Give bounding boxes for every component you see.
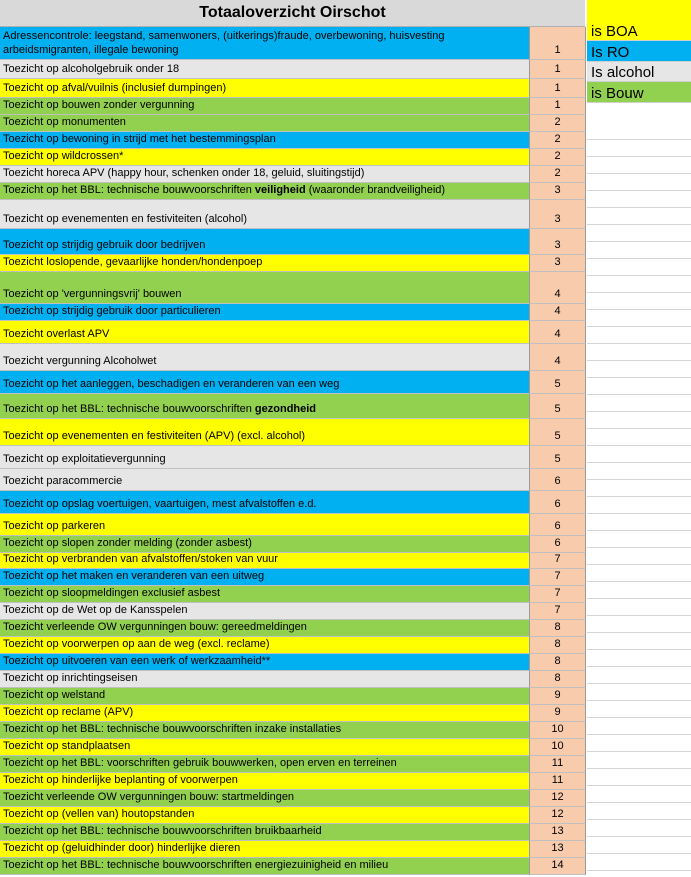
table-row <box>0 569 586 586</box>
row-description <box>0 705 530 722</box>
row-text: Toezicht op reclame (APV) <box>3 706 134 718</box>
priority-cell: 2 <box>530 166 586 183</box>
row-description <box>0 688 530 705</box>
row-text: Toezicht op parkeren <box>3 520 106 532</box>
row-text: Toezicht op inrichtingseisen <box>3 672 138 684</box>
row-text: Toezicht op alcoholgebruik onder 18 <box>3 63 180 75</box>
row-description <box>0 491 530 514</box>
table-row <box>0 841 586 858</box>
priority-cell: 13 <box>530 841 586 858</box>
row-description <box>0 272 530 304</box>
table-row <box>0 255 586 272</box>
priority-cell: 1 <box>530 79 586 98</box>
row-text: Toezicht op verbranden van afvalstoffen/stoken van vuur <box>3 553 278 565</box>
priority-cell: 9 <box>530 688 586 705</box>
priority-cell: 11 <box>530 756 586 773</box>
row-text: Toezicht op opslag voertuigen, vaartuigen, mest afvalstoffen e.d. <box>3 498 317 510</box>
row-description <box>0 637 530 654</box>
table-row <box>0 553 586 569</box>
table-row <box>0 98 586 115</box>
row-description <box>0 790 530 807</box>
row-description <box>0 60 530 79</box>
table-row <box>0 790 586 807</box>
priority-cell: 3 <box>530 229 586 255</box>
priority-cell: 5 <box>530 394 586 419</box>
priority-cell: 5 <box>530 419 586 446</box>
row-text: Toezicht op het BBL: voorschriften gebruik bouwwerken, open erven en terreinen <box>3 757 397 769</box>
row-text: Toezicht op monumenten <box>3 116 126 128</box>
priority-cell: 13 <box>530 824 586 841</box>
row-description <box>0 304 530 321</box>
row-text: Toezicht loslopende, gevaarlijke honden/hondenpoep <box>3 256 263 268</box>
row-description <box>0 27 530 60</box>
row-description <box>0 586 530 603</box>
row-description <box>0 132 530 149</box>
table-row <box>0 858 586 875</box>
table-row <box>0 446 586 469</box>
priority-cell: 4 <box>530 321 586 344</box>
overview-table <box>0 27 586 875</box>
table-row <box>0 229 586 255</box>
table-row <box>0 321 586 344</box>
table-row <box>0 824 586 841</box>
row-description <box>0 344 530 371</box>
table-row <box>0 60 586 79</box>
priority-cell: 6 <box>530 514 586 536</box>
table-row <box>0 620 586 637</box>
row-description <box>0 536 530 553</box>
priority-cell: 7 <box>530 553 586 569</box>
table-row <box>0 419 586 446</box>
table-row <box>0 637 586 654</box>
priority-cell: 11 <box>530 773 586 790</box>
row-text: Toezicht op welstand <box>3 689 106 701</box>
table-row <box>0 115 586 132</box>
row-text: Toezicht op 'vergunningsvrij' bouwen <box>3 288 182 300</box>
row-description <box>0 620 530 637</box>
row-text: Toezicht op strijdig gebruik door bedrijven <box>3 239 206 251</box>
row-description <box>0 807 530 824</box>
priority-cell: 4 <box>530 344 586 371</box>
legend-item-alcohol: Is alcohol <box>587 62 691 83</box>
row-description <box>0 229 530 255</box>
row-description <box>0 469 530 491</box>
table-row <box>0 739 586 756</box>
row-description <box>0 255 530 272</box>
priority-cell: 8 <box>530 654 586 671</box>
priority-cell: 8 <box>530 671 586 688</box>
table-row <box>0 79 586 98</box>
row-text: Toezicht op het BBL: technische bouwvoorschriften inzake installaties <box>3 723 342 735</box>
row-text: Toezicht op uitvoeren van een werk of werkzaamheid** <box>3 655 271 667</box>
priority-cell: 3 <box>530 183 586 200</box>
priority-cell: 7 <box>530 569 586 586</box>
row-text: Toezicht op wildcrossen* <box>3 150 124 162</box>
row-description <box>0 722 530 739</box>
row-description <box>0 773 530 790</box>
table-row <box>0 200 586 229</box>
table-row <box>0 688 586 705</box>
table-row <box>0 27 586 60</box>
row-text: Toezicht op strijdig gebruik door particulieren <box>3 305 221 317</box>
priority-cell: 2 <box>530 115 586 132</box>
row-text: Toezicht op hinderlijke beplanting of voorwerpen <box>3 774 238 786</box>
row-description <box>0 841 530 858</box>
table-row <box>0 603 586 620</box>
table-row <box>0 586 586 603</box>
table-row <box>0 394 586 419</box>
priority-cell: 6 <box>530 536 586 553</box>
table-row <box>0 149 586 166</box>
row-text: Toezicht op het BBL: technische bouwvoorschriften bruikbaarheid <box>3 825 322 837</box>
legend-item-boa: is BOA <box>587 0 691 41</box>
table-row <box>0 671 586 688</box>
table-row <box>0 654 586 671</box>
row-text: Toezicht op (vellen van) houtopstanden <box>3 808 195 820</box>
table-row <box>0 756 586 773</box>
row-text: Toezicht op standplaatsen <box>3 740 131 752</box>
priority-cell: 14 <box>530 858 586 875</box>
row-text: Toezicht paracommercie <box>3 475 123 487</box>
priority-cell: 1 <box>530 60 586 79</box>
table-row <box>0 344 586 371</box>
priority-cell: 12 <box>530 790 586 807</box>
table-row <box>0 514 586 536</box>
row-text: Toezicht op exploitatievergunning <box>3 453 166 465</box>
priority-cell: 1 <box>530 98 586 115</box>
priority-cell: 4 <box>530 304 586 321</box>
row-description <box>0 739 530 756</box>
row-description <box>0 115 530 132</box>
table-row <box>0 371 586 394</box>
sheet-title: Totaaloverzicht Oirschot <box>0 0 585 27</box>
table-row <box>0 722 586 739</box>
priority-cell: 12 <box>530 807 586 824</box>
priority-cell: 3 <box>530 200 586 229</box>
row-description <box>0 603 530 620</box>
row-text: Toezicht op bewoning in strijd met het bestemmingsplan <box>3 133 276 145</box>
row-text-after: (waaronder brandveiligheid) <box>305 184 446 196</box>
row-description <box>0 446 530 469</box>
priority-cell: 6 <box>530 469 586 491</box>
table-row <box>0 807 586 824</box>
priority-cell: 3 <box>530 255 586 272</box>
row-text: Toezicht verleende OW vergunningen bouw: startmeldingen <box>3 791 295 803</box>
table-row <box>0 469 586 491</box>
row-description <box>0 824 530 841</box>
table-row <box>0 166 586 183</box>
priority-cell: 5 <box>530 446 586 469</box>
row-description <box>0 553 530 569</box>
row-text: Toezicht vergunning Alcoholwet <box>3 355 157 367</box>
row-text: Toezicht op het aanleggen, beschadigen en veranderen van een weg <box>3 378 340 390</box>
row-text: Toezicht op sloopmeldingen exclusief asbest <box>3 587 221 599</box>
row-text: Toezicht op het BBL: technische bouwvoorschriften gezondheid <box>3 403 317 415</box>
row-text: Toezicht op het BBL: technische bouwvoorschriften veiligheid (waaronder brandveiligheid) <box>3 184 446 196</box>
row-description <box>0 200 530 229</box>
row-text: Toezicht op de Wet op de Kansspelen <box>3 604 188 616</box>
priority-cell: 7 <box>530 603 586 620</box>
row-description <box>0 166 530 183</box>
legend <box>587 0 691 103</box>
table-row <box>0 183 586 200</box>
row-text: Toezicht op afval/vuilnis (inclusief dumpingen) <box>3 82 227 94</box>
priority-cell: 1 <box>530 27 586 60</box>
priority-cell: 8 <box>530 637 586 654</box>
row-text: Toezicht op (geluidhinder door) hinderlijke dieren <box>3 842 241 854</box>
row-description <box>0 671 530 688</box>
row-text: Toezicht op slopen zonder melding (zonder asbest) <box>3 537 252 549</box>
row-description <box>0 514 530 536</box>
row-text: Toezicht op het BBL: technische bouwvoorschriften energiezuinigheid en milieu <box>3 859 389 871</box>
row-text-bold: gezondheid <box>254 403 317 415</box>
row-description <box>0 419 530 446</box>
priority-cell: 4 <box>530 272 586 304</box>
row-text: Adressencontrole: leegstand, samenwoners, (uitkerings)fraude, overbewoning, huisvesting arbeidsmigranten, illegale bewoning <box>3 30 445 56</box>
priority-cell: 8 <box>530 620 586 637</box>
row-description <box>0 858 530 875</box>
table-row <box>0 132 586 149</box>
priority-cell: 2 <box>530 132 586 149</box>
row-description <box>0 149 530 166</box>
row-text: Toezicht op evenementen en festiviteiten (alcohol) <box>3 213 247 225</box>
row-text: Toezicht op evenementen en festiviteiten (APV) (excl. alcohol) <box>3 430 306 442</box>
priority-cell: 10 <box>530 722 586 739</box>
priority-cell: 7 <box>530 586 586 603</box>
priority-cell: 2 <box>530 149 586 166</box>
table-row <box>0 491 586 514</box>
legend-item-bouw: is Bouw <box>587 82 691 103</box>
row-description <box>0 371 530 394</box>
priority-cell: 9 <box>530 705 586 722</box>
row-description <box>0 183 530 200</box>
row-description <box>0 756 530 773</box>
priority-cell: 6 <box>530 491 586 514</box>
row-description <box>0 394 530 419</box>
row-text: Toezicht verleende OW vergunningen bouw: gereedmeldingen <box>3 621 307 633</box>
table-row <box>0 705 586 722</box>
row-text: Toezicht horeca APV (happy hour, schenken onder 18, geluid, sluitingstijd) <box>3 167 365 179</box>
priority-cell: 10 <box>530 739 586 756</box>
row-text-bold: veiligheid <box>254 184 306 196</box>
row-description <box>0 79 530 98</box>
row-text: Toezicht op bouwen zonder vergunning <box>3 99 195 111</box>
row-text: Toezicht op voorwerpen op aan de weg (excl. reclame) <box>3 638 270 650</box>
legend-item-ro: Is RO <box>587 41 691 62</box>
row-text: Toezicht op het maken en veranderen van een uitweg <box>3 570 265 582</box>
row-description <box>0 321 530 344</box>
table-row <box>0 304 586 321</box>
table-row <box>0 536 586 553</box>
row-description <box>0 98 530 115</box>
table-row <box>0 272 586 304</box>
priority-cell: 5 <box>530 371 586 394</box>
row-description <box>0 569 530 586</box>
empty-grid-column <box>587 123 691 877</box>
row-text: Toezicht overlast APV <box>3 328 110 340</box>
row-description <box>0 654 530 671</box>
table-row <box>0 773 586 790</box>
